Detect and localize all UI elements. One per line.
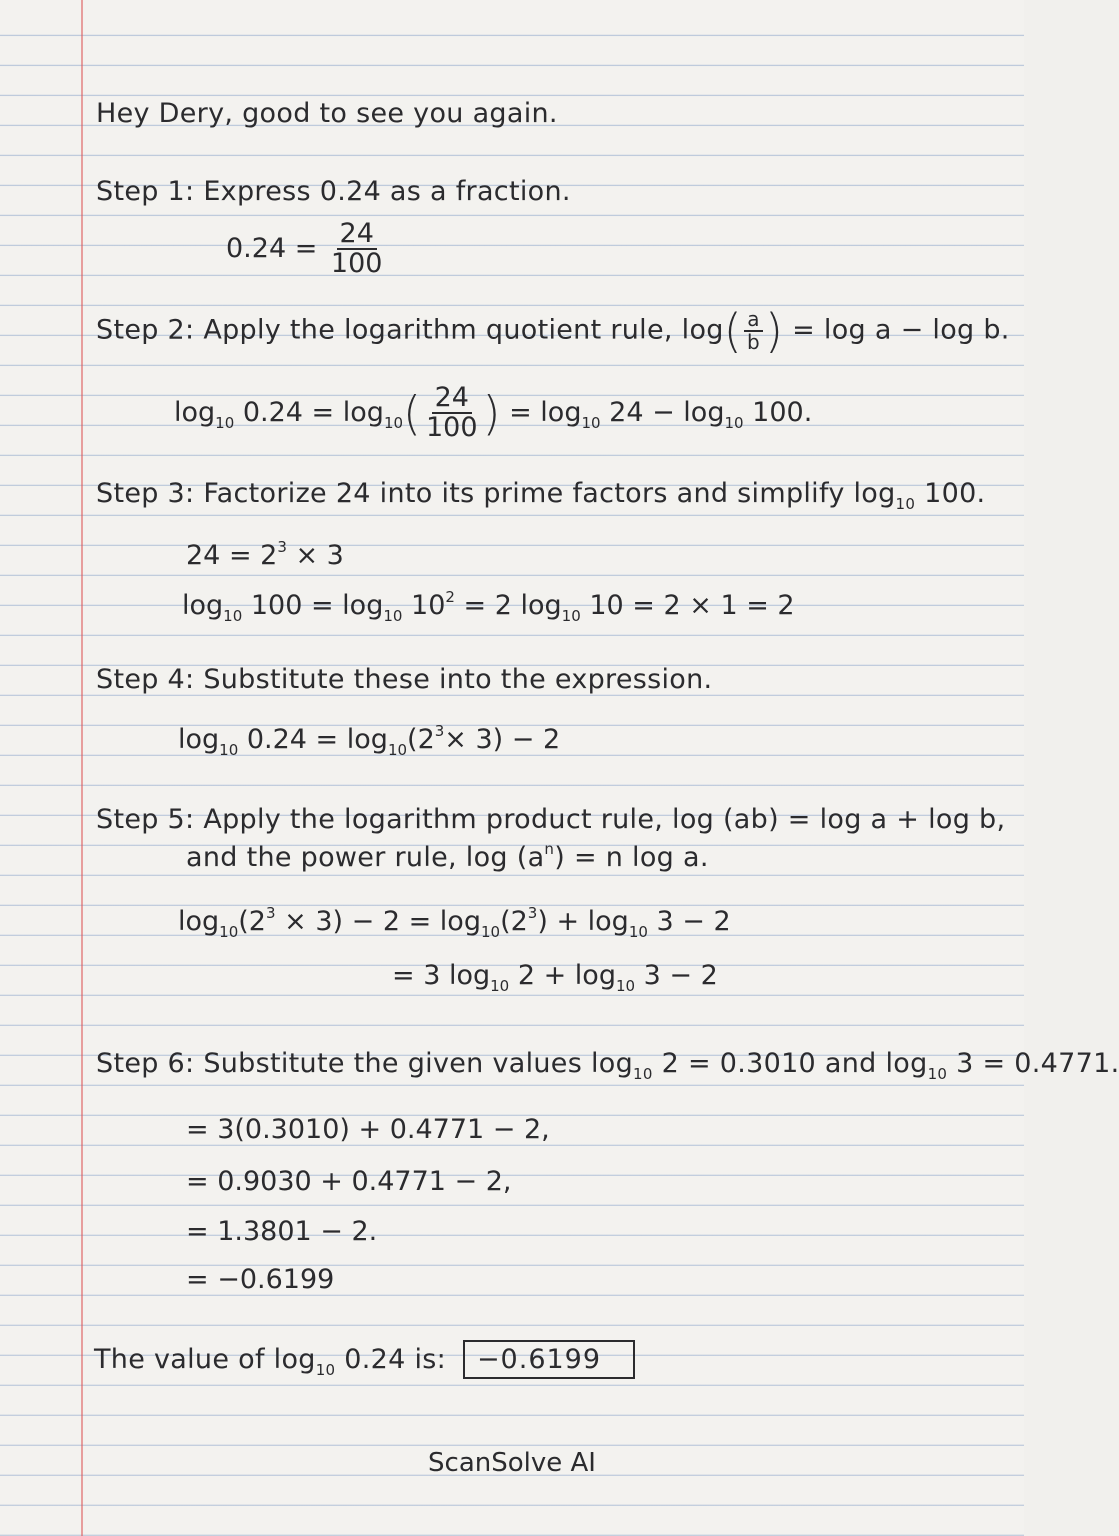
log-base: 10	[315, 1361, 336, 1379]
step6-title-line	[96, 1048, 1119, 1083]
log-base: 10	[219, 741, 239, 759]
step5-eq1-d: ) + log	[537, 906, 629, 937]
step4-eq-c: × 3) − 2	[444, 724, 561, 755]
step2-rule-rhs: = log a − log b.	[792, 314, 1010, 346]
conclusion	[94, 1340, 635, 1379]
step3-title-line	[96, 478, 985, 513]
step6-line: = 1.3801 − 2.	[186, 1216, 378, 1247]
step5-title-b-line	[186, 840, 709, 873]
step2-rule-numerator: a	[744, 309, 763, 332]
step4-equation	[178, 722, 560, 759]
step3-fact-b: × 3	[295, 540, 344, 571]
greeting: Hey Dery, good to see you again.	[96, 98, 558, 129]
step3-title: Step 3: Factorize 24 into its prime factors and simplify log	[96, 478, 896, 509]
step3-simp-c: = 2 log	[463, 590, 562, 621]
step6-title-b: 2 = 0.3010 and log	[661, 1048, 928, 1079]
step2-eq-numerator: 24	[432, 384, 472, 414]
log-base: 10	[628, 923, 648, 941]
step3-simp-b: 10	[411, 590, 446, 621]
step5-title-b-end: ) = n log a.	[554, 842, 709, 873]
step6-title-a: Step 6: Substitute the given values log	[96, 1048, 634, 1079]
log-base: 10	[633, 1065, 653, 1083]
step2-eq-b: = log	[509, 396, 582, 428]
log-base: 10	[215, 413, 235, 432]
step6-line: = 0.9030 + 0.4771 − 2,	[186, 1166, 512, 1197]
exponent: 3	[265, 904, 276, 922]
conclusion-suffix: 0.24 is:	[344, 1344, 447, 1375]
step4-eq-b: (2	[407, 724, 435, 755]
step3-simp-d: 10 = 2 × 1 = 2	[589, 590, 795, 621]
step2-rule-denominator: b	[746, 330, 760, 354]
step1-title: Step 1: Express 0.24 as a fraction.	[96, 176, 571, 207]
log-base: 10	[383, 607, 403, 625]
step1-lhs: 0.24 =	[226, 232, 318, 264]
step3-title-end: 100.	[924, 478, 986, 509]
step2-eq-c: 24 − log	[609, 396, 725, 428]
step5-eq1-e: 3 − 2	[656, 906, 731, 937]
exponent: n	[544, 840, 555, 858]
step1-fraction	[328, 220, 386, 279]
log-base: 10	[561, 607, 581, 625]
log-base: 10	[480, 923, 501, 941]
step5-eq2-c: 3 − 2	[643, 960, 718, 991]
log-base: 10	[895, 495, 916, 513]
step1-numerator: 24	[337, 220, 377, 250]
step5-eq2-b: 2 + log	[517, 960, 616, 991]
step2-eq-d: 100.	[752, 396, 813, 428]
step5-title-b: and the power rule, log (a	[186, 842, 545, 873]
step6-line: = −0.6199	[186, 1264, 335, 1295]
exponent: 3	[527, 904, 538, 922]
step2-title-line	[96, 304, 1010, 358]
step4-eq-a: 0.24 = log	[246, 724, 388, 755]
exponent: 3	[434, 722, 445, 740]
step5-eq1-b: × 3) − 2 = log	[284, 906, 481, 937]
step2-equation	[174, 384, 812, 443]
step6-line: = 3(0.3010) + 0.4771 − 2,	[186, 1114, 550, 1145]
paren-open: (	[403, 386, 421, 441]
step2-eq-denominator: 100	[426, 412, 478, 444]
step2-eq-a: 0.24 =	[242, 396, 335, 428]
log-text: log	[178, 724, 220, 755]
step5-eq2-a: = 3 log	[392, 960, 491, 991]
step2-eq-fraction	[423, 384, 481, 443]
exponent: 3	[277, 538, 287, 556]
log-base: 10	[383, 413, 404, 432]
log-base: 10	[387, 741, 408, 759]
step5-equation-1	[178, 904, 731, 941]
log-base: 10	[223, 607, 243, 625]
paren-close: )	[764, 304, 784, 358]
log-base: 10	[927, 1065, 948, 1083]
step2-title: Step 2: Apply the logarithm quotient rule,	[96, 314, 673, 346]
exponent: 2	[445, 588, 455, 606]
step1-denominator: 100	[330, 248, 383, 280]
log-text: log	[342, 396, 384, 428]
log-base: 10	[724, 413, 744, 432]
log-base: 10	[219, 923, 239, 941]
paren-open: (	[723, 304, 742, 358]
step5-equation-2	[392, 960, 718, 995]
step3-simplify	[182, 588, 795, 625]
step5-eq1-a: (2	[238, 906, 266, 937]
log-text: log	[178, 906, 220, 937]
step3-simp-a: 100 = log	[250, 590, 384, 621]
step5-eq1-c: (2	[500, 906, 528, 937]
footer-brand: ScanSolve AI	[428, 1448, 596, 1478]
log-base: 10	[615, 977, 636, 995]
margin-line	[81, 0, 83, 1536]
final-answer-box: −0.6199	[463, 1340, 635, 1379]
step3-factorization	[186, 538, 344, 571]
step2-rule-log: log	[681, 314, 724, 346]
step1-equation	[226, 220, 387, 279]
paren-close: )	[482, 386, 501, 441]
step3-fact-a: 24 = 2	[186, 540, 278, 571]
step5-title-a: Step 5: Apply the logarithm product rule, log (ab) = log a + log b,	[96, 804, 1006, 835]
log-text: log	[182, 590, 224, 621]
step2-rule-fraction	[744, 309, 763, 353]
log-base: 10	[490, 977, 510, 995]
conclusion-prefix: The value of log	[94, 1344, 316, 1375]
step4-title: Step 4: Substitute these into the expression.	[96, 664, 713, 695]
log-text: log	[174, 396, 216, 428]
step6-title-c: 3 = 0.4771.	[956, 1048, 1119, 1079]
log-base: 10	[581, 413, 601, 432]
